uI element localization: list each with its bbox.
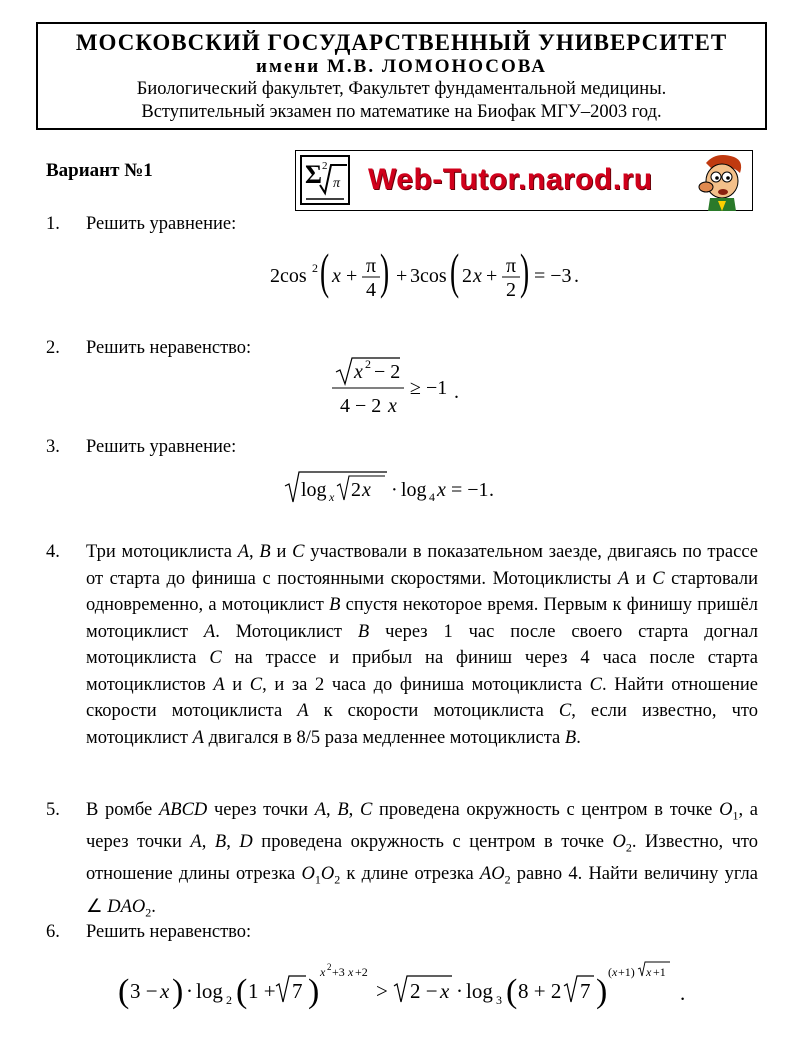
svg-text:π: π xyxy=(506,255,517,277)
problem-6-prompt: Решить неравенство: xyxy=(86,922,252,942)
svg-text:): ) xyxy=(380,243,390,300)
equation-3 xyxy=(283,468,493,508)
problem-1-prompt: Решить уравнение: xyxy=(86,214,237,234)
svg-text:x: x xyxy=(348,965,354,979)
svg-text:2: 2 xyxy=(312,261,318,275)
svg-text:4 − 2: 4 − 2 xyxy=(340,395,382,417)
faculty-line: Биологический факультет, Факультет фундаментальной медицины. xyxy=(136,79,667,99)
svg-text:(: ( xyxy=(450,243,460,300)
svg-text:log: log xyxy=(466,979,493,1003)
svg-text:x: x xyxy=(354,361,363,383)
svg-text:2: 2 xyxy=(462,265,472,287)
equation-1 xyxy=(268,244,588,304)
svg-text:x: x xyxy=(388,395,397,417)
problem-4-text: Три мотоциклиста A, B и C участвовали в показательном заезде, двигаясь по трассе от старта до финиша с постоянными скоростями. Мотоциклисты A и C стартовали одновременно, а мотоциклист B спустя некоторое время. Первым к финишу пришёл мотоциклист A. Мотоциклист B через 1 час после своего старта догнал мотоциклиста C на трассе и прибыл на финиш через 4 часа после старта мотоциклистов A и C, и за 2 часа до финиша мотоциклиста C. Найти отношение скорости мотоциклиста A к скорости мотоциклиста C, если известно, что мотоциклист A двигался в 8/5 раза медленнее мотоциклиста B. xyxy=(86,542,759,748)
svg-text:x: x xyxy=(473,265,482,287)
exam-header xyxy=(36,22,767,130)
svg-text:x: x xyxy=(612,965,618,979)
svg-text:(: ( xyxy=(506,973,518,1010)
problem-6-number: 6. xyxy=(46,922,60,942)
web-tutor-banner[interactable] xyxy=(295,150,753,211)
inequality-6 xyxy=(118,956,698,1016)
math-root-icon xyxy=(300,155,350,205)
svg-text:log: log xyxy=(301,479,327,501)
svg-text:7: 7 xyxy=(580,979,591,1003)
svg-text:·: · xyxy=(456,979,463,1003)
banner-title: Web-Tutor.narod.ru xyxy=(368,163,653,196)
svg-text:Σ: Σ xyxy=(305,160,322,189)
svg-text:2: 2 xyxy=(351,479,361,501)
svg-text:2: 2 xyxy=(322,160,328,172)
svg-text:− 2: − 2 xyxy=(374,361,401,383)
inequality-2 xyxy=(330,356,470,418)
svg-text:π: π xyxy=(333,176,341,191)
svg-text:): ) xyxy=(520,243,530,300)
svg-text:(: ( xyxy=(608,965,612,979)
svg-text:4: 4 xyxy=(429,490,435,504)
svg-text:x: x xyxy=(440,979,450,1003)
svg-text:>: > xyxy=(376,979,388,1003)
problem-2-number: 2. xyxy=(46,338,60,358)
svg-text:+3: +3 xyxy=(332,965,345,979)
svg-text:): ) xyxy=(308,973,320,1010)
cartoon-mascot-icon xyxy=(696,151,748,211)
svg-text:= −1: = −1 xyxy=(451,479,489,501)
svg-text:x: x xyxy=(332,265,341,287)
problem-5-number: 5. xyxy=(46,800,60,820)
problem-3-number: 3. xyxy=(46,437,60,457)
svg-text:·: · xyxy=(186,979,193,1003)
svg-text:+1): +1) xyxy=(618,965,635,979)
svg-text:.: . xyxy=(454,381,459,403)
problem-4-number: 4. xyxy=(46,542,60,562)
svg-text:2cos: 2cos xyxy=(270,265,307,287)
svg-text:x: x xyxy=(329,490,335,504)
problem-3-prompt: Решить уравнение: xyxy=(86,437,237,457)
svg-text:7: 7 xyxy=(292,979,303,1003)
university-name: имени М.В. ЛОМОНОСОВА xyxy=(256,56,547,77)
svg-text:.: . xyxy=(489,479,494,501)
svg-text:.: . xyxy=(574,265,579,287)
svg-text:): ) xyxy=(172,973,184,1010)
svg-text:+: + xyxy=(486,265,498,287)
svg-text:+: + xyxy=(396,265,408,287)
svg-text:4: 4 xyxy=(366,279,376,301)
svg-text:+: + xyxy=(346,265,358,287)
svg-text:8 + 2: 8 + 2 xyxy=(518,979,562,1003)
problem-2-prompt: Решить неравенство: xyxy=(86,338,252,358)
problem-1-number: 1. xyxy=(46,214,60,234)
svg-text:x: x xyxy=(437,479,446,501)
svg-text:2: 2 xyxy=(327,962,332,972)
svg-text:2: 2 xyxy=(226,993,232,1007)
svg-text:3cos: 3cos xyxy=(410,265,447,287)
svg-text:x: x xyxy=(646,965,652,979)
svg-text:): ) xyxy=(596,973,608,1010)
svg-text:·: · xyxy=(391,479,398,501)
svg-text:≥ −1: ≥ −1 xyxy=(410,377,448,399)
svg-text:1 +: 1 + xyxy=(248,979,276,1003)
svg-text:x: x xyxy=(362,479,371,501)
svg-text:x: x xyxy=(320,965,326,979)
svg-text:log: log xyxy=(196,979,223,1003)
svg-text:π: π xyxy=(366,255,377,277)
svg-text:+1: +1 xyxy=(653,965,666,979)
svg-text:(: ( xyxy=(320,243,330,300)
exam-line: Вступительный экзамен по математике на Биофак МГУ–2003 год. xyxy=(141,102,662,122)
svg-text:(: ( xyxy=(118,973,130,1010)
svg-text:.: . xyxy=(680,981,686,1005)
svg-text:log: log xyxy=(401,479,427,501)
svg-text:3: 3 xyxy=(496,993,502,1007)
university-title: МОСКОВСКИЙ ГОСУДАРСТВЕННЫЙ УНИВЕРСИТЕТ xyxy=(75,30,728,55)
svg-text:x: x xyxy=(160,979,170,1003)
svg-text:(: ( xyxy=(236,973,248,1010)
svg-text:2 −: 2 − xyxy=(410,979,438,1003)
problem-5-text: В ромбе ABCD через точки A, B, C проведена окружность с центром в точке $O_1$, а через точки A, B, D проведена окружность с центром в точке $O_2$. Известно, что отношение длины отрезка $O_1O_2$ к длине отрезка $AO_2$ равно 4. Найти величину угла ∠ $DAO_2$. xyxy=(86,800,759,920)
svg-text:2: 2 xyxy=(365,357,371,371)
variant-title: Вариант №1 xyxy=(46,160,153,181)
svg-text:3 −: 3 − xyxy=(130,979,158,1003)
svg-text:+2: +2 xyxy=(355,965,368,979)
svg-text:= −3: = −3 xyxy=(534,265,572,287)
svg-text:2: 2 xyxy=(506,279,516,301)
